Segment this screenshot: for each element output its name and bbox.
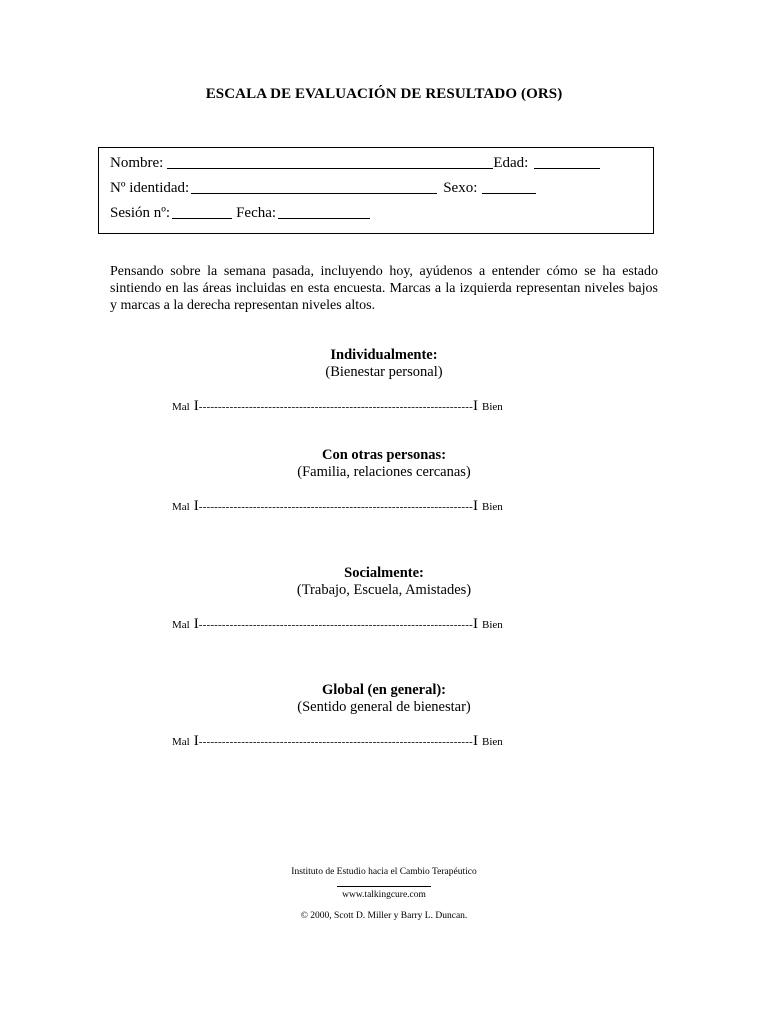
instructions-paragraph: Pensando sobre la semana pasada, incluyendo hoy, ayúdenos a entender cómo se ha estado sintiendo en las áreas incluidas en esta encuesta. Marcas a la izquierda representan niveles bajos y marcas a la derecha representan niveles altos. [110, 264, 658, 313]
section-title: Individualmente: [330, 347, 438, 363]
section-individual [0, 347, 768, 381]
section-title: Con otras personas: [321, 447, 447, 463]
fecha-field[interactable] [278, 204, 370, 219]
section-global [0, 682, 768, 716]
scale-left-mark: I [193, 398, 199, 414]
scale-left-label: Mal [172, 401, 190, 413]
sesion-field[interactable] [172, 204, 232, 219]
section-others [0, 447, 768, 481]
footer-url[interactable]: www.talkingcure.com [342, 890, 426, 900]
row-identidad-sexo [110, 179, 536, 197]
identification-box [98, 147, 654, 234]
sesion-label: Sesión nº: [110, 205, 171, 221]
edad-field[interactable] [534, 154, 600, 169]
scale-left-label: Mal [172, 736, 190, 748]
scale-left-label: Mal [172, 619, 190, 631]
scale-line[interactable]: ----------------------------------------------------------------------- [198, 401, 474, 413]
nombre-label: Nombre: [110, 155, 164, 171]
scale-line[interactable]: ----------------------------------------------------------------------- [198, 501, 474, 513]
scale-individual[interactable] [172, 398, 503, 415]
scale-social[interactable] [172, 616, 503, 633]
scale-global[interactable] [172, 733, 503, 750]
section-subtitle: (Sentido general de bienestar) [297, 699, 471, 715]
scale-right-mark: I [473, 498, 479, 514]
scale-right-label: Bien [482, 401, 503, 413]
scale-left-mark: I [193, 498, 199, 514]
scale-right-mark: I [473, 733, 479, 749]
sexo-label: Sexo: [443, 180, 478, 196]
row-sesion-fecha [110, 204, 370, 222]
section-title: Global (en general): [321, 682, 447, 698]
section-subtitle: (Bienestar personal) [325, 364, 443, 380]
scale-right-label: Bien [482, 736, 503, 748]
row-nombre-edad [110, 154, 600, 172]
scale-line[interactable]: ----------------------------------------------------------------------- [198, 619, 474, 631]
scale-right-label: Bien [482, 501, 503, 513]
scale-left-mark: I [193, 616, 199, 632]
fecha-label: Fecha: [236, 205, 277, 221]
section-subtitle: (Trabajo, Escuela, Amistades) [296, 582, 472, 598]
scale-left-label: Mal [172, 501, 190, 513]
scale-line[interactable]: ----------------------------------------------------------------------- [198, 736, 474, 748]
section-title: Socialmente: [344, 565, 424, 581]
footer-institute: Instituto de Estudio hacia el Cambio Terapéutico [291, 867, 477, 877]
scale-right-mark: I [473, 398, 479, 414]
scale-right-label: Bien [482, 619, 503, 631]
identidad-field[interactable] [191, 179, 437, 194]
identidad-label: Nº identidad: [110, 180, 190, 196]
nombre-field[interactable] [167, 154, 493, 169]
footer-copyright: © 2000, Scott D. Miller y Barry L. Duncan. [300, 911, 468, 921]
scale-left-mark: I [193, 733, 199, 749]
form-title: ESCALA DE EVALUACIÓN DE RESULTADO (ORS) [205, 86, 563, 102]
section-social [0, 565, 768, 599]
sexo-field[interactable] [482, 179, 536, 194]
scale-right-mark: I [473, 616, 479, 632]
scale-others[interactable] [172, 498, 503, 515]
section-subtitle: (Familia, relaciones cercanas) [297, 464, 471, 480]
footer-divider [0, 886, 768, 887]
edad-label: Edad: [493, 155, 529, 171]
